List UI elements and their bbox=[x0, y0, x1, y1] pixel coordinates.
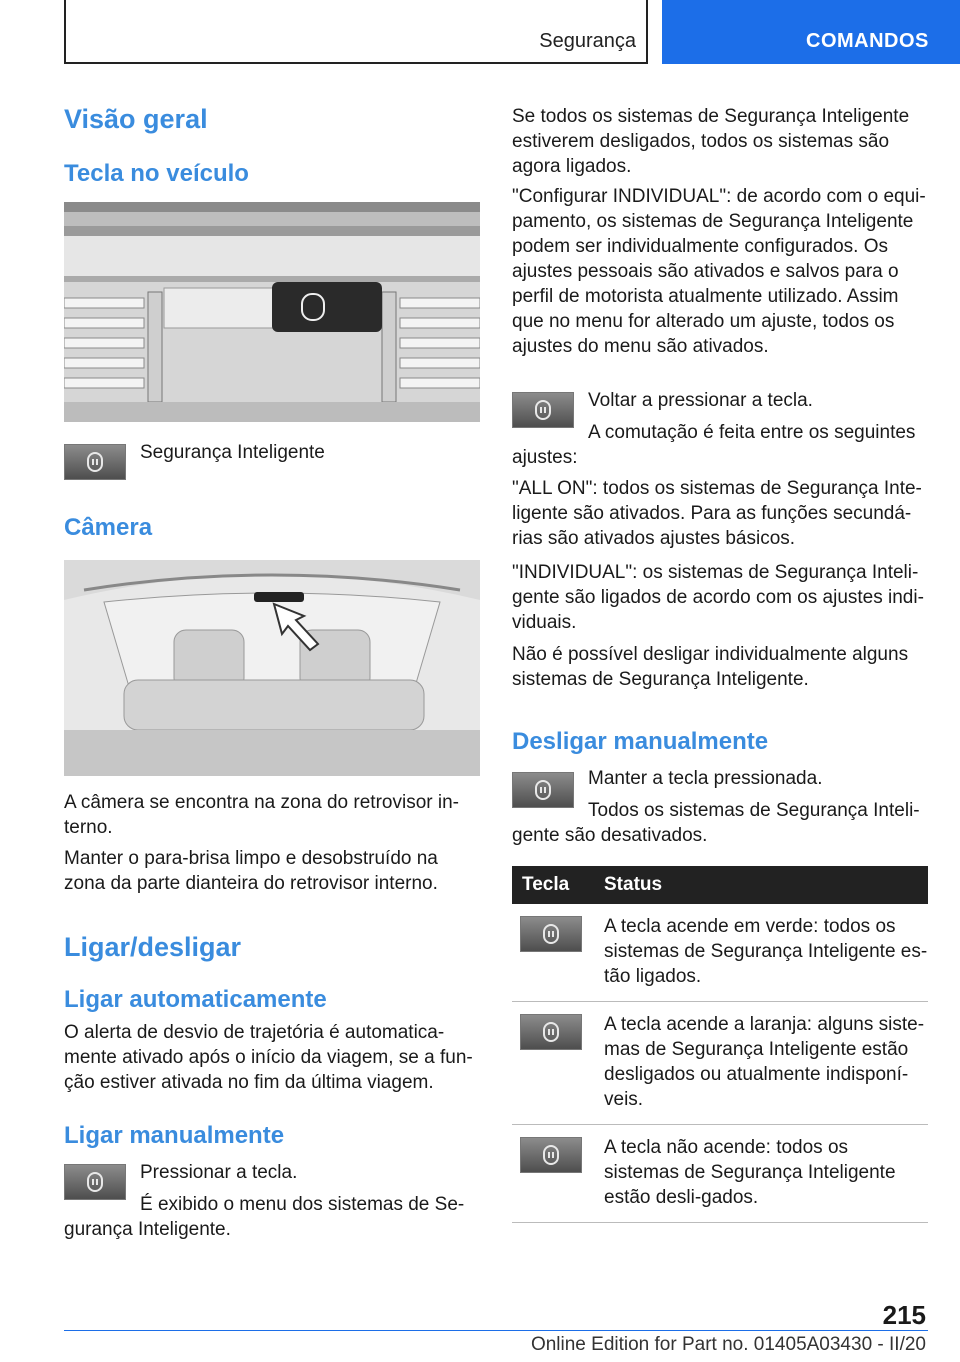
key-button-icon bbox=[64, 444, 126, 480]
intelligent-safety-icon bbox=[543, 924, 559, 944]
intelligent-safety-icon bbox=[87, 452, 103, 472]
manual-on-step: Pressionar a tecla. bbox=[140, 1162, 298, 1183]
right-paragraph-1: Se todos os sistemas de Segurança Inteligente estiverem desligados, todos os sistemas são agora ligados. bbox=[512, 106, 910, 177]
table-row bbox=[512, 1125, 928, 1223]
intelligent-safety-icon bbox=[535, 780, 551, 800]
status-cell: A tecla não acende: todos os sistemas de Segurança Inteligente estão desli-gados. bbox=[604, 1125, 928, 1223]
intelligent-safety-icon bbox=[535, 400, 551, 420]
intelligent-safety-icon bbox=[543, 1022, 559, 1042]
heading-key-in-vehicle: Tecla no veículo bbox=[64, 160, 249, 187]
dashboard-key-image bbox=[64, 202, 480, 422]
all-on-paragraph: "ALL ON": todos os sistemas de Segurança Inte-ligente são ativados. Para as funções secundá-rias são ativados ajustes básicos. bbox=[512, 478, 922, 549]
camera-paragraph-2: Manter o para-brisa limpo e desobstruído na zona da parte dianteira do retrovisor interno. bbox=[64, 848, 438, 894]
table-row bbox=[512, 1002, 928, 1125]
edition-footer: Online Edition for Part no. 01405A03430 - II/20 bbox=[530, 1334, 926, 1355]
column-header-key: Tecla bbox=[512, 866, 604, 904]
table-header-row bbox=[512, 866, 928, 904]
intelligent-safety-icon bbox=[543, 1145, 559, 1165]
heading-manual-on: Ligar manualmente bbox=[64, 1122, 285, 1149]
heading-manual-off: Desligar manualmente bbox=[512, 728, 769, 755]
camera-location-image bbox=[64, 560, 480, 776]
camera-paragraph-1: A câmera se encontra na zona do retrovisor in-terno. bbox=[64, 792, 459, 838]
tab-comandos[interactable]: COMANDOS bbox=[662, 0, 960, 64]
hold-key-step: Manter a tecla pressionada. bbox=[588, 768, 823, 789]
table-row bbox=[512, 904, 928, 1002]
heading-auto-on: Ligar automaticamente bbox=[64, 986, 327, 1013]
footer-divider bbox=[64, 1330, 928, 1331]
key-button-icon bbox=[520, 916, 582, 952]
key-button-icon bbox=[520, 1014, 582, 1050]
manual-off-result: Todos os sistemas de Segurança Inteli-gente são desativados. bbox=[512, 800, 920, 846]
status-cell: A tecla acende a laranja: alguns siste-mas de Segurança Inteligente estão desligados ou atualmente indisponí-veis. bbox=[604, 1002, 928, 1125]
auto-on-paragraph: O alerta de desvio de trajetória é automatica-mente ativado após o início da viagem, se a fun-ção estiver ativada no fim da última viagem. bbox=[64, 1022, 473, 1093]
key-button-icon bbox=[520, 1137, 582, 1173]
toggle-paragraph: A comutação é feita entre os seguintes ajustes: bbox=[512, 422, 916, 468]
not-possible-paragraph: Não é possível desligar individualmente alguns sistemas de Segurança Inteligente. bbox=[512, 644, 909, 690]
press-again-step: Voltar a pressionar a tecla. bbox=[588, 390, 813, 411]
heading-on-off: Ligar/desligar bbox=[64, 932, 242, 962]
section-title: Segurança bbox=[539, 30, 636, 52]
key-caption: Segurança Inteligente bbox=[140, 442, 325, 463]
page-title: Visão geral bbox=[64, 104, 208, 134]
heading-camera: Câmera bbox=[64, 514, 153, 541]
status-table bbox=[512, 866, 928, 1223]
manual-on-result: É exibido o menu dos sistemas de Se-gurança Inteligente. bbox=[64, 1194, 465, 1240]
column-header-status: Status bbox=[604, 866, 928, 904]
status-cell: A tecla acende em verde: todos os sistemas de Segurança Inteligente es-tão ligados. bbox=[604, 904, 928, 1002]
right-paragraph-2: "Configurar INDIVIDUAL": de acordo com o equi-pamento, os sistemas de Segurança Inteligente podem ser individualmente configurados. Os ajustes pessoais são ativados e salvos para o perfil de motorista atualmente utilizado. Assim que no menu for alterado um ajuste, todos os ajustes do menu são ativados. bbox=[512, 186, 926, 357]
intelligent-safety-icon bbox=[87, 1172, 103, 1192]
individual-paragraph: "INDIVIDUAL": os sistemas de Segurança Inteli-gente são ligados de acordo com os ajustes indi-viduais. bbox=[512, 562, 924, 633]
page-number: 215 bbox=[882, 1300, 926, 1330]
